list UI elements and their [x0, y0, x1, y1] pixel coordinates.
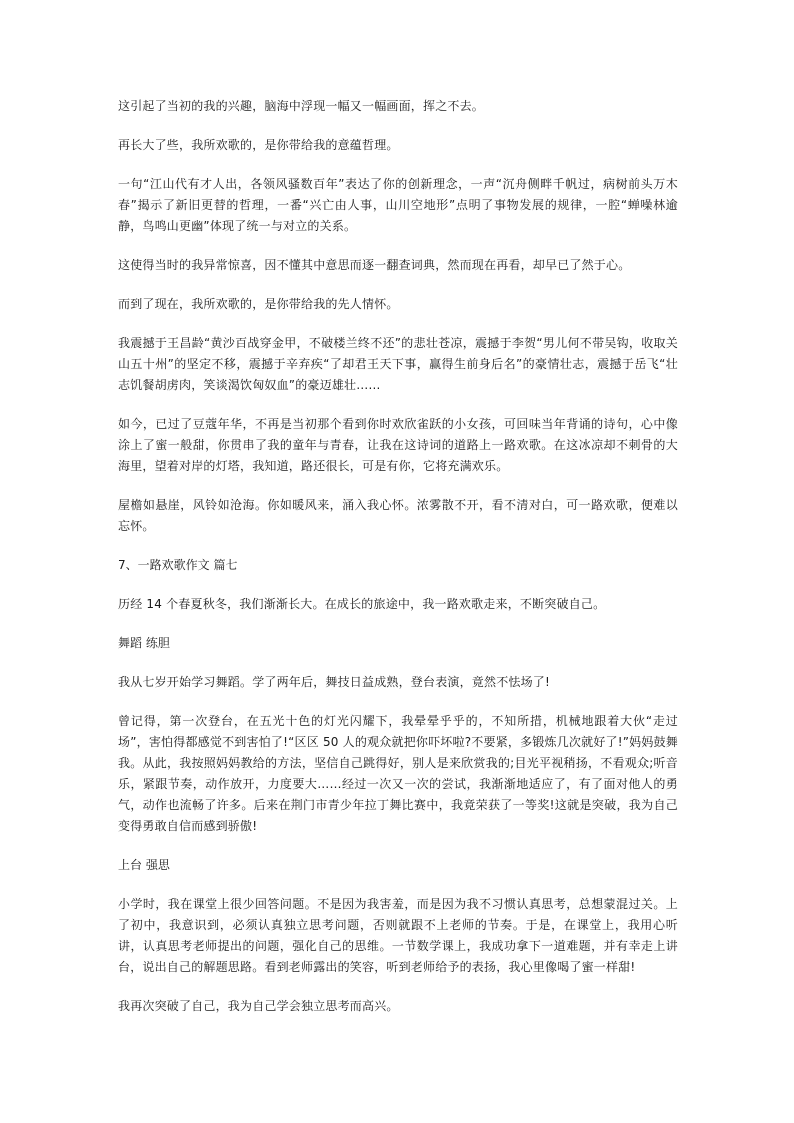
paragraph: 一句“江山代有才人出，各领风骚数百年”表达了你的创新理念，一声“沉舟侧畔千帆过，病树前头万木春”揭示了新旧更替的哲理，一番“兴亡由人事，山川空地形”点明了事物发展的规律，一腔“蝉噪林逾静，鸟鸣山更幽”体现了统一与对立的关系。 — [118, 177, 678, 233]
paragraph: 曾记得，第一次登台，在五光十色的灯光闪耀下，我晕晕乎乎的，不知所措，机械地跟着大伙“走过场”，害怕得都感觉不到害怕了!“区区 50 人的观众就把你吓坏啦?不要紧，多锻炼几次就好了!”妈妈鼓舞我。从此，我按照妈妈教给的方法，坚信自己跳得好，别人是来欣赏我的;目光平视稍扬，不看观众;听音乐，紧跟节奏，动作放开，力度要大……经过一次又一次的尝试，我渐渐地适应了，有了面对他人的勇气，动作也流畅了许多。后来在荆门市青少年拉丁舞比赛中，我竟荣获了一等奖!这就是突破，我为自己变得勇敢自信而感到骄傲! — [118, 714, 678, 833]
paragraph: 历经 14 个春夏秋冬，我们渐渐长大。在成长的旅途中，我一路欢歌走来，不断突破自己。 — [118, 597, 606, 611]
document-page — [118, 96, 678, 1035]
paragraph: 屋檐如悬崖，风铃如沧海。你如暖风来，涌入我心怀。浓雾散不开，看不清对白，可一路欢歌，便难以忘怀。 — [118, 498, 678, 533]
subsection-heading: 上台 强思 — [118, 858, 170, 872]
paragraph: 小学时，我在课堂上很少回答问题。不是因为我害羞，而是因为我不习惯认真思考，总想蒙混过关。上了初中，我意识到，必须认真独立思考问题，否则就跟不上老师的节奏。于是，在课堂上，我用心听讲，认真思考老师提出的问题，强化自己的思维。一节数学课上，我成功拿下一道难题，并有幸走上讲台，说出自己的解题思路。看到老师露出的笑容，听到老师给予的表扬，我心里像喝了蜜一样甜! — [118, 897, 678, 974]
paragraph: 这引起了当初的我的兴趣，脑海中浮现一幅又一幅画面，挥之不去。 — [118, 99, 485, 113]
section-heading: 7、一路欢歌作文 篇七 — [118, 558, 238, 572]
paragraph: 如今，已过了豆蔻年华，不再是当初那个看到你时欢欣雀跃的小女孩，可回味当年背诵的诗句，心中像涂上了蜜一般甜，你贯串了我的童年与青春，让我在这诗词的道路上一路欢歌。在这冰凉却不刺骨的大海里，望着对岸的灯塔，我知道，路还很长，可是有你，它将充满欢乐。 — [118, 417, 678, 473]
paragraph: 再长大了些，我所欢歌的，是你带给我的意蕴哲理。 — [118, 138, 399, 152]
paragraph: 我震撼于王昌龄“黄沙百战穿金甲，不破楼兰终不还”的悲壮苍凉，震撼于李贺“男儿何不带吴钩，收取关山五十州”的坚定不移，震撼于辛弃疾“了却君王天下事，赢得生前身后名”的豪情壮志，震撼于岳飞“壮志饥餐胡虏肉，笑谈渴饮匈奴血”的豪迈雄壮…… — [118, 336, 678, 392]
paragraph: 这使得当时的我异常惊喜，因不懂其中意思而逐一翻查词典，然而现在再看，却早已了然于心。 — [118, 258, 631, 272]
paragraph: 而到了现在，我所欢歌的，是你带给我的先人情怀。 — [118, 297, 399, 311]
paragraph: 我从七岁开始学习舞蹈。学了两年后，舞技日益成熟，登台表演，竟然不怯场了! — [118, 675, 551, 689]
subsection-heading: 舞蹈 练胆 — [118, 636, 170, 650]
paragraph: 我再次突破了自己，我为自己学会独立思考而高兴。 — [118, 999, 399, 1013]
